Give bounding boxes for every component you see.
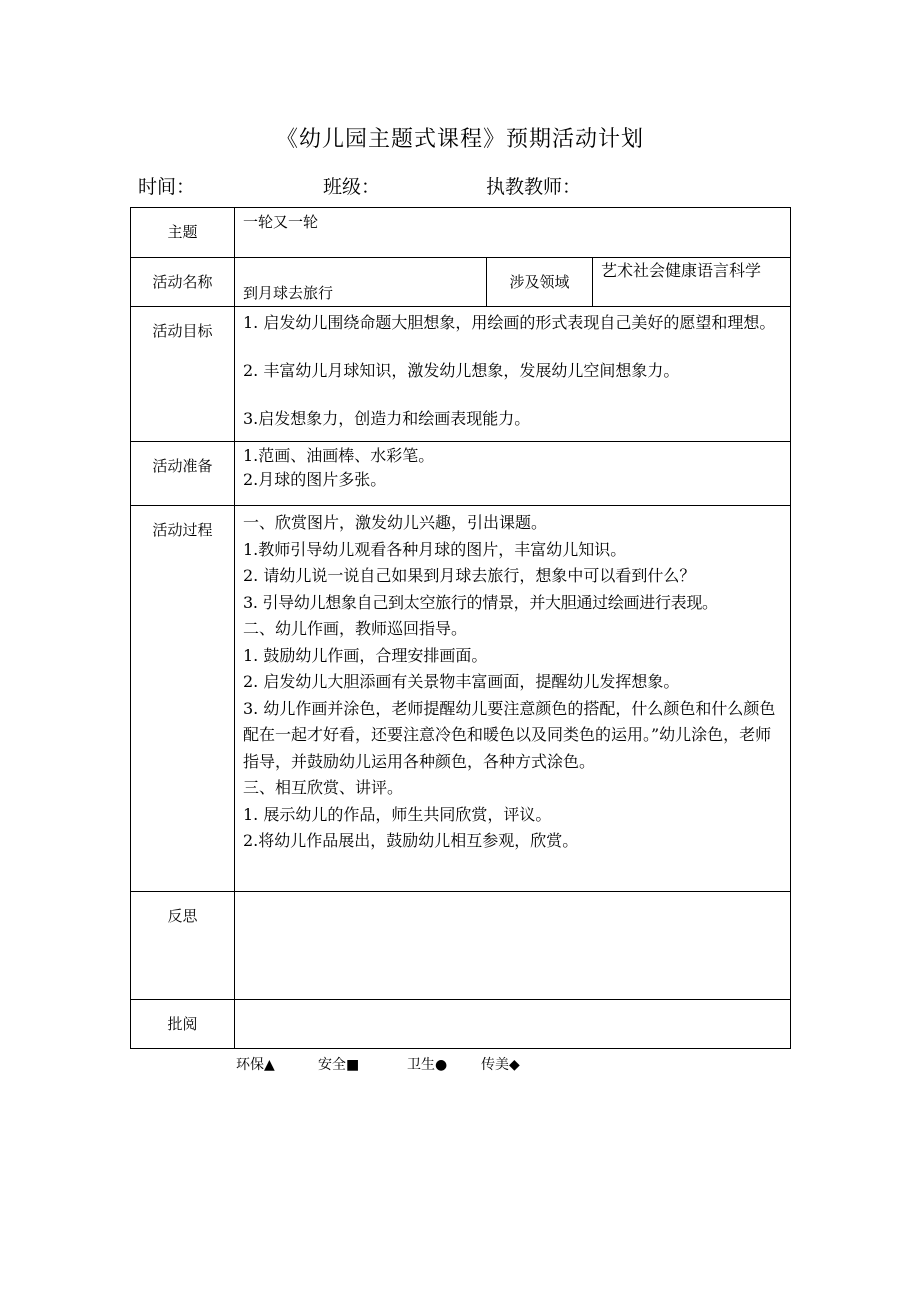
footer-safety: 安全■ bbox=[318, 1057, 360, 1073]
process-item: 1.教师引导幼儿观看各种月球的图片，丰富幼儿知识。 bbox=[243, 539, 627, 559]
preparation-label: 活动准备 bbox=[152, 457, 213, 475]
process-item: 2. 启发幼儿大胆添画有关景物丰富画面，提醒幼儿发挥想象。 bbox=[243, 672, 680, 691]
footer-virtue: 传美◆ bbox=[481, 1057, 520, 1073]
process-label-cell bbox=[131, 506, 235, 892]
process-item: 1. 鼓励幼儿作画，合理安排画面。 bbox=[243, 645, 488, 665]
row-theme bbox=[131, 208, 791, 258]
goals-content bbox=[235, 307, 790, 431]
process-item: 1. 展示幼儿的作品，师生共同欣赏，评议。 bbox=[243, 804, 552, 824]
goal-item: 3.启发想象力，创造力和绘画表现能力。 bbox=[243, 409, 531, 428]
row-activity-name bbox=[131, 258, 791, 307]
activity-name-label: 活动名称 bbox=[152, 273, 213, 291]
reflection-content bbox=[235, 892, 790, 896]
activity-name-value: 到月球去旅行 bbox=[243, 284, 334, 302]
goal-item: 2. 丰富幼儿月球知识，激发幼儿想象，发展幼儿空间想象力。 bbox=[243, 361, 680, 380]
theme-label: 主题 bbox=[167, 223, 198, 241]
process-content-cell bbox=[235, 506, 791, 892]
process-content bbox=[235, 506, 790, 855]
preparation-content bbox=[235, 442, 790, 492]
domain-label: 涉及领域 bbox=[509, 273, 570, 291]
preparation-content-cell bbox=[235, 442, 791, 506]
page-title: 《幼儿园主题式课程》预期活动计划 bbox=[275, 127, 644, 152]
process-label: 活动过程 bbox=[152, 521, 213, 539]
goals-label: 活动目标 bbox=[152, 322, 213, 340]
process-item: 3. 幼儿作画并涂色，老师提醒幼儿要注意颜色的搭配，什么颜色和什么颜色配在一起才好看，还要注意冷色和暖色以及同类色的运用。”幼儿涂色，老师指导，并鼓励幼儿运用各种颜色，各种方式涂色。 bbox=[243, 698, 776, 771]
teacher-label: 执教教师： bbox=[486, 176, 582, 198]
domain-value-cell bbox=[593, 258, 791, 307]
theme-value: 一轮又一轮 bbox=[243, 213, 319, 231]
process-item: 2.将幼儿作品展出，鼓励幼儿相互参观，欣赏。 bbox=[243, 831, 579, 850]
review-content bbox=[235, 1000, 790, 1004]
class-label: 班级： bbox=[323, 176, 381, 198]
goals-label-cell bbox=[131, 307, 235, 442]
reflection-label: 反思 bbox=[167, 907, 198, 925]
footer-eco: 环保▲ bbox=[236, 1057, 275, 1073]
theme-label-cell bbox=[131, 208, 235, 258]
activity-plan-table bbox=[130, 207, 791, 1049]
time-label: 时间： bbox=[138, 176, 196, 198]
review-content-cell bbox=[235, 1000, 791, 1049]
footer-hygiene: 卫生● bbox=[407, 1057, 448, 1073]
domain-label-cell bbox=[487, 258, 593, 307]
preparation-item: 2.月球的图片多张。 bbox=[243, 470, 387, 489]
reflection-label-cell bbox=[131, 892, 235, 1000]
goal-item: 1. 启发幼儿围绕命题大胆想象，用绘画的形式表现自己美好的愿望和理想。 bbox=[243, 313, 776, 332]
review-label: 批阅 bbox=[167, 1015, 198, 1033]
row-reflection bbox=[131, 892, 791, 1000]
preparation-label-cell bbox=[131, 442, 235, 506]
process-item: 一、欣赏图片，激发幼儿兴趣，引出课题。 bbox=[243, 513, 548, 532]
activity-name-label-cell bbox=[131, 258, 235, 307]
process-item: 2. 请幼儿说一说自己如果到月球去旅行，想象中可以看到什么？ bbox=[243, 566, 696, 585]
row-preparation bbox=[131, 442, 791, 506]
process-item: 二、幼儿作画，教师巡回指导。 bbox=[243, 619, 468, 638]
review-label-cell bbox=[131, 1000, 235, 1049]
domain-value: 艺术社会健康语言科学 bbox=[601, 261, 762, 280]
activity-name-value-cell bbox=[235, 258, 487, 307]
goals-content-cell bbox=[235, 307, 791, 442]
row-review bbox=[131, 1000, 791, 1049]
process-item: 三、相互欣赏、讲评。 bbox=[243, 778, 404, 797]
theme-value-cell bbox=[235, 208, 791, 258]
row-process bbox=[131, 506, 791, 892]
reflection-content-cell bbox=[235, 892, 791, 1000]
process-item: 3. 引导幼儿想象自己到太空旅行的情景，并大胆通过绘画进行表现。 bbox=[243, 592, 718, 612]
preparation-item: 1.范画、油画棒、水彩笔。 bbox=[243, 446, 435, 465]
row-goals bbox=[131, 307, 791, 442]
